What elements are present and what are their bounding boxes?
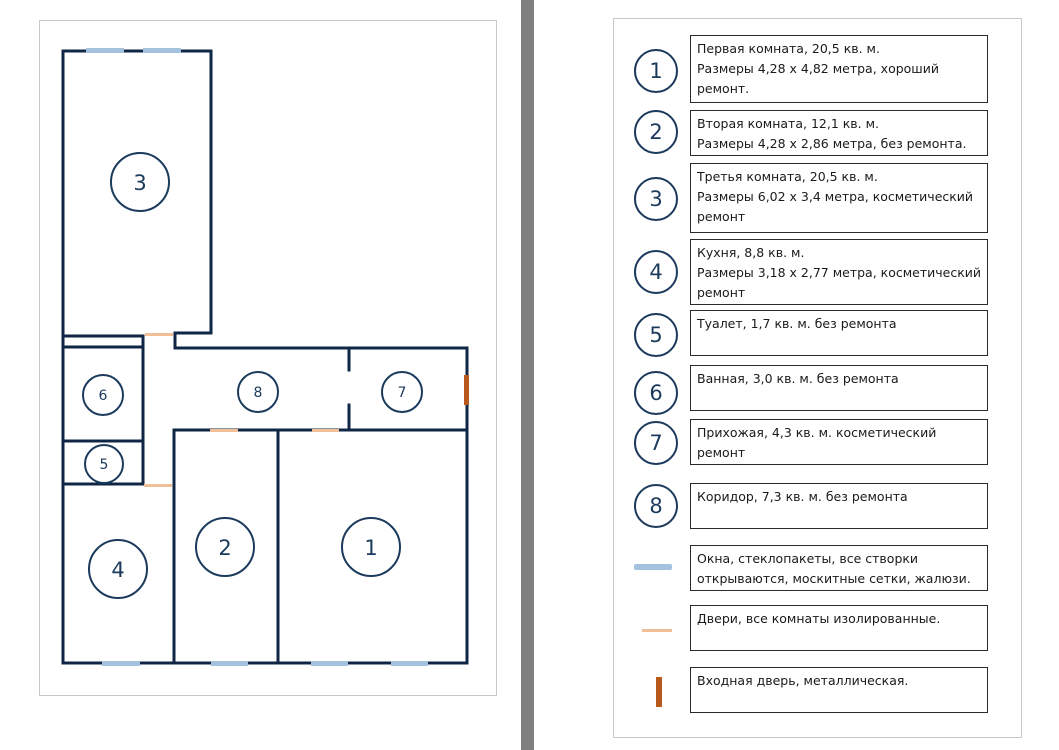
room-1-label: 1	[364, 536, 378, 560]
window-symbol	[634, 564, 672, 570]
legend-line: Прихожая, 4,3 кв. м. косметический ремонт	[697, 425, 937, 460]
window	[211, 661, 248, 666]
legend-description-2	[690, 110, 988, 156]
number-circle-5: 5	[634, 313, 678, 357]
legend-description-4	[690, 239, 988, 305]
legend-line: Туалет, 1,7 кв. м. без ремонта	[697, 316, 897, 331]
legend-description-5	[690, 310, 988, 356]
legend-line: Окна, стеклопакеты, все створки открываются, москитные сетки, жалюзи.	[697, 551, 971, 586]
number-circle-1: 1	[634, 49, 678, 93]
number-circle-7: 7	[634, 421, 678, 465]
legend-description-windows	[690, 545, 988, 591]
number-circle-2: 2	[634, 110, 678, 154]
legend-line: Размеры 4,28 х 4,82 метра, хороший ремонт.	[697, 61, 939, 96]
door-symbol	[642, 629, 672, 632]
room-markers	[83, 153, 422, 598]
legend-description-1	[690, 35, 988, 103]
window	[143, 48, 181, 53]
room-7-label: 7	[397, 385, 407, 401]
legend-line: Размеры 6,02 х 3,4 метра, косметический ремонт	[697, 189, 974, 224]
window	[86, 48, 124, 53]
door	[210, 429, 238, 432]
legend-line: Ванная, 3,0 кв. м. без ремонта	[697, 371, 899, 386]
legend-line: Размеры 3,18 х 2,77 метра, косметический ремонт	[697, 265, 982, 300]
legend-description-8	[690, 483, 988, 529]
number-circle-4: 4	[634, 250, 678, 294]
legend-description-3	[690, 163, 988, 233]
number-circle-6: 6	[634, 371, 678, 415]
wall-corridor-top	[175, 333, 467, 663]
room-6-label: 6	[98, 388, 108, 404]
entry-door	[464, 375, 469, 405]
legend-line: Первая комната, 20,5 кв. м.	[697, 41, 880, 56]
legend-line: Размеры 4,28 х 2,86 метра, без ремонта.	[697, 136, 967, 151]
room-8-label: 8	[253, 385, 263, 401]
legend-line: Третья комната, 20,5 кв. м.	[697, 169, 878, 184]
door	[144, 484, 172, 487]
floor-plan-page	[39, 20, 497, 696]
room-4-label: 4	[111, 558, 125, 582]
number-circle-8: 8	[634, 484, 678, 528]
room-2-label: 2	[218, 536, 232, 560]
entry-door-symbol	[656, 677, 662, 707]
legend-line: Кухня, 8,8 кв. м.	[697, 245, 805, 260]
door	[145, 333, 173, 336]
door	[312, 429, 339, 432]
legend-line: Вторая комната, 12,1 кв. м.	[697, 116, 880, 131]
legend-page	[613, 18, 1022, 738]
room-5-label: 5	[99, 457, 109, 473]
window	[391, 661, 428, 666]
room-3-label: 3	[133, 171, 147, 195]
floor-plan	[40, 21, 498, 697]
number-circle-3: 3	[634, 177, 678, 221]
page-divider	[521, 0, 534, 750]
legend-description-entry-door	[690, 667, 988, 713]
legend-line: Коридор, 7,3 кв. м. без ремонта	[697, 489, 908, 504]
legend-line: Входная дверь, металлическая.	[697, 673, 909, 688]
legend-description-6	[690, 365, 988, 411]
legend-description-7	[690, 419, 988, 465]
window	[311, 661, 348, 666]
window	[102, 661, 140, 666]
legend-line: Двери, все комнаты изолированные.	[697, 611, 941, 626]
legend-description-doors	[690, 605, 988, 651]
